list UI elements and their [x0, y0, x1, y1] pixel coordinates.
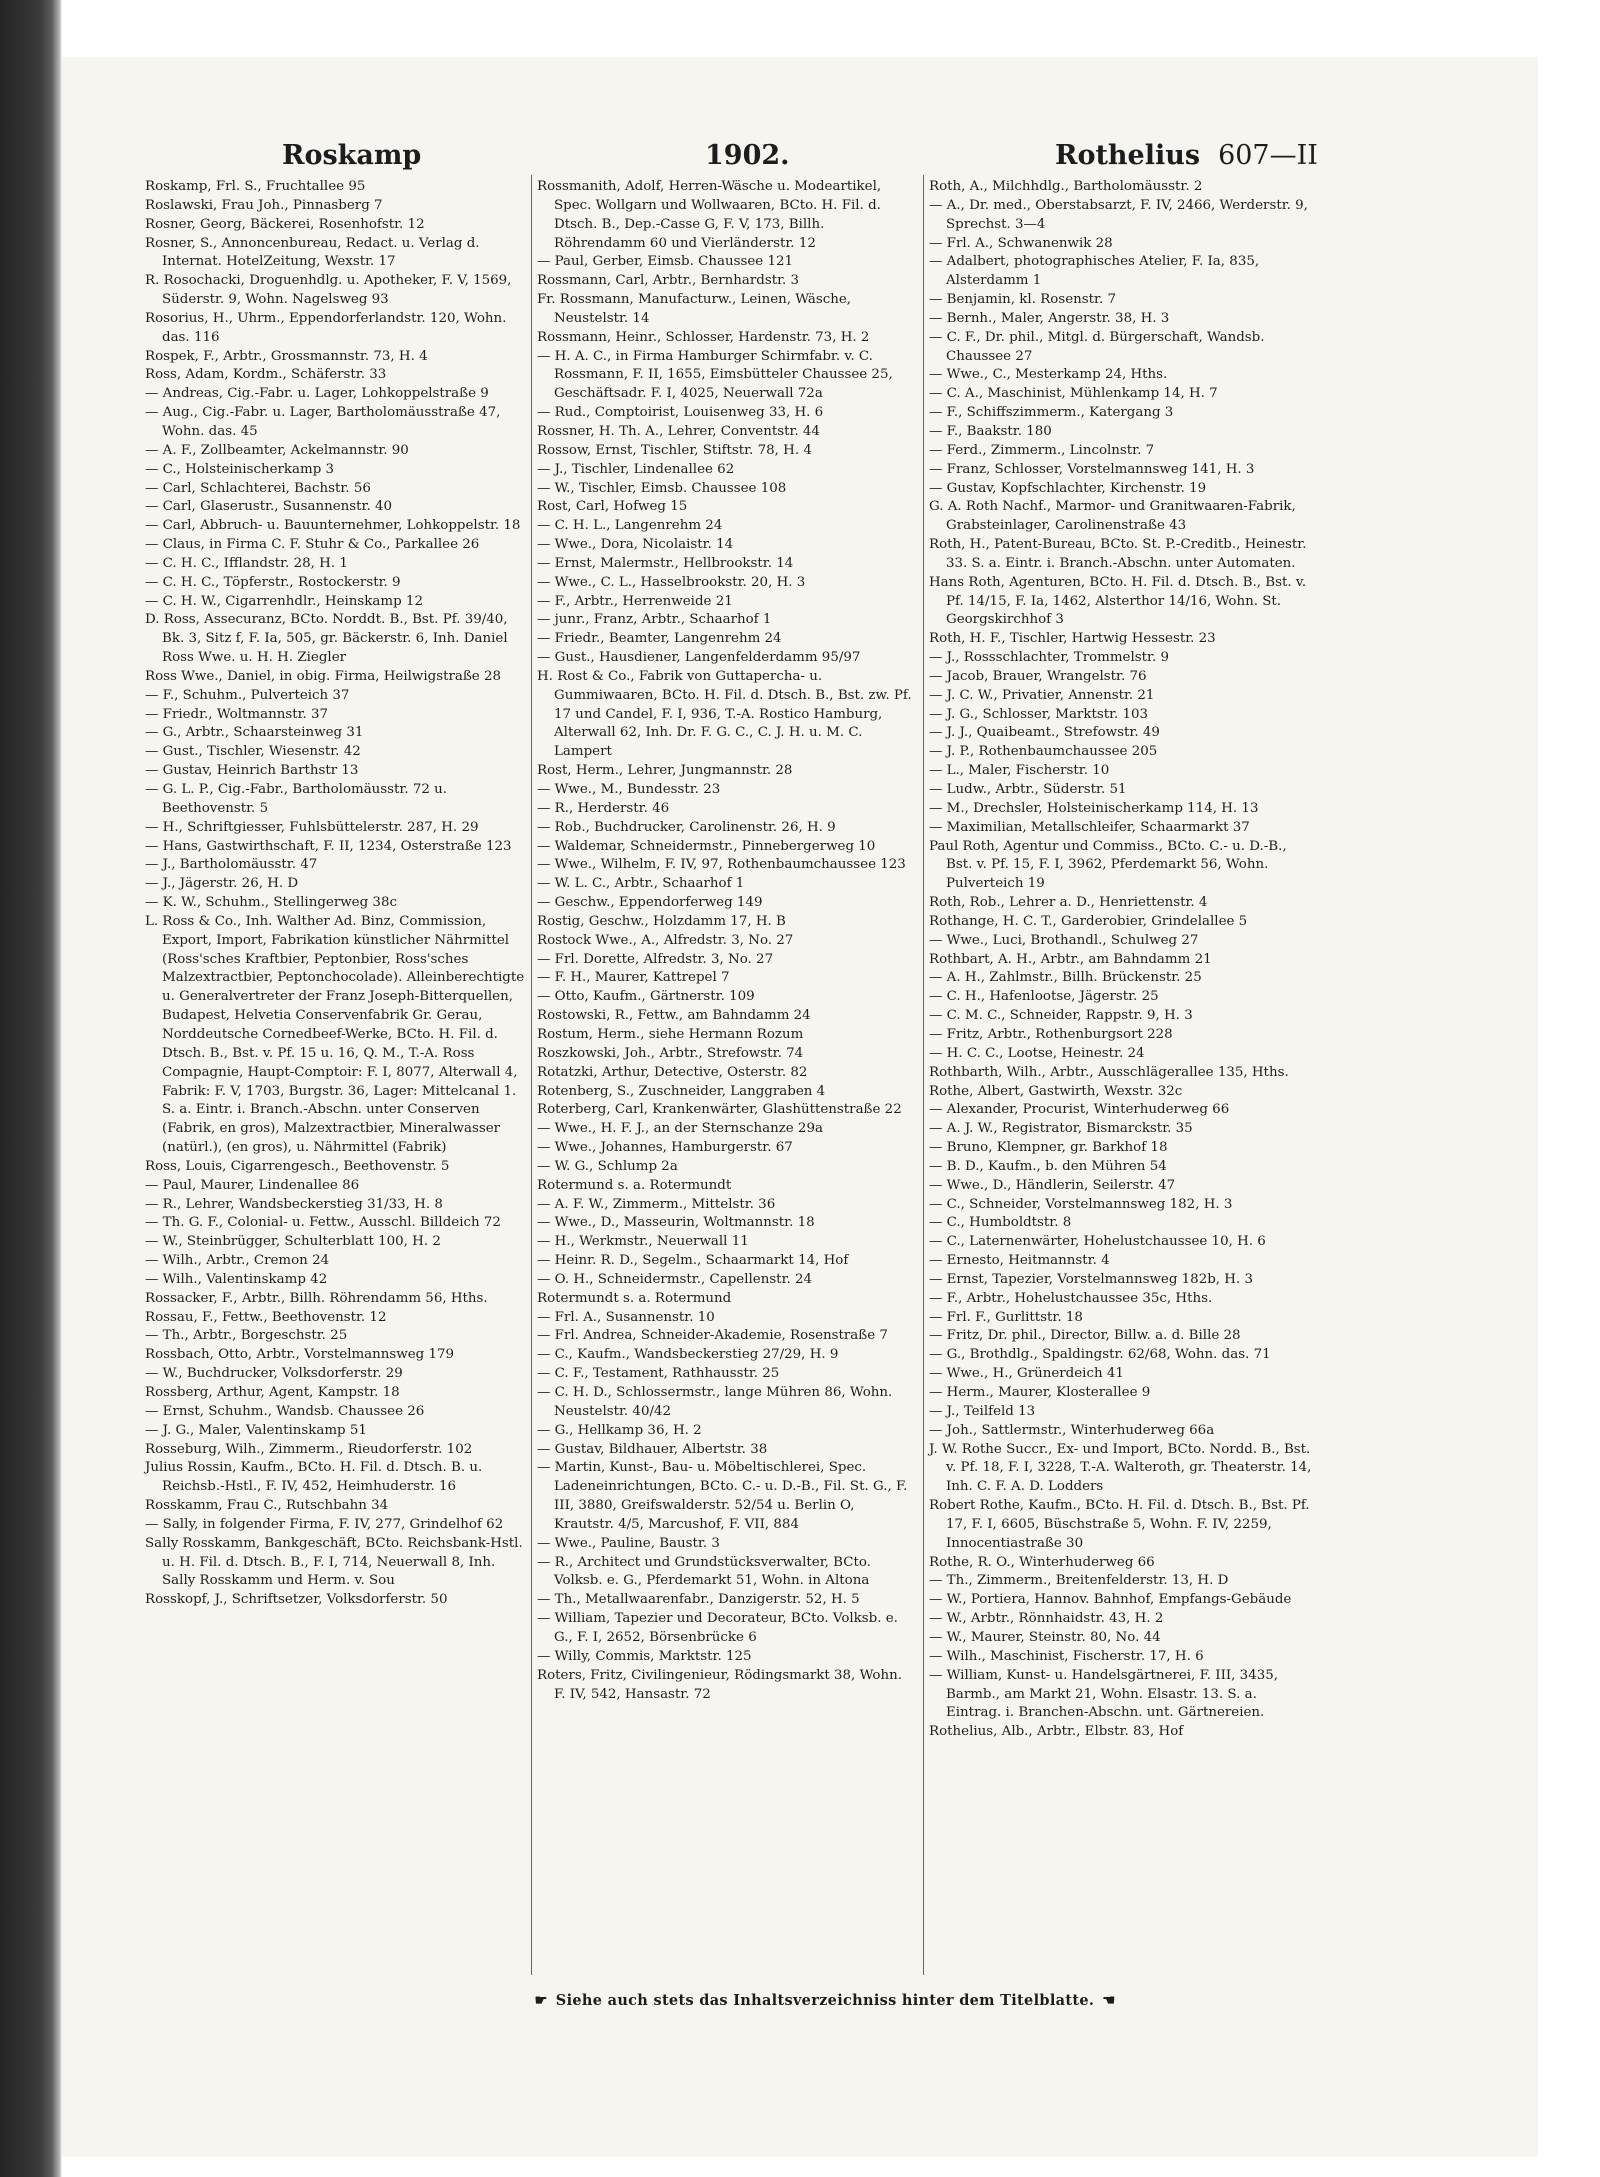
directory-entry: Rotatzki, Arthur, Detective, Osterstr. 82 — [537, 1064, 808, 1080]
directory-entry: — J. G., Maler, Valentinskamp 51 — [145, 1422, 367, 1438]
directory-entry: Rothe, Albert, Gastwirth, Wexstr. 32c — [929, 1083, 1183, 1099]
directory-entry: Sally Rosskamm, Bankgeschäft, BCto. Reichsbank-Hstl. u. H. Fil. d. Dtsch. B., F. I, 714, Neuerwall 8, Inh. Sally Rosskamm und Herm. v. Sou — [145, 1535, 523, 1589]
directory-entry: — Carl, Abbruch- u. Bauunternehmer, Lohkoppelstr. 18 — [145, 518, 521, 534]
directory-entry: — Wwe., Johannes, Hamburgerstr. 67 — [537, 1140, 793, 1156]
directory-entry: — W., Tischler, Eimsb. Chaussee 108 — [537, 480, 787, 496]
directory-entry: — G., Arbtr., Schaarsteinweg 31 — [145, 725, 364, 741]
directory-entry: — Wwe., M., Bundesstr. 23 — [537, 782, 721, 797]
directory-entry: — Gust., Hausdiener, Langenfelderdamm 95/97 — [537, 650, 861, 666]
directory-entry: Fr. Rossmann, Manufacturw., Leinen, Wäsche, Neustelstr. 14 — [537, 292, 852, 326]
directory-entry: Rotenberg, S., Zuschneider, Langgraben 4 — [537, 1083, 826, 1099]
directory-entry: — R., Herderstr. 46 — [537, 800, 670, 816]
directory-entry: — Wwe., Pauline, Baustr. 3 — [537, 1535, 720, 1551]
directory-entry: — F., Schuhm., Pulverteich 37 — [145, 687, 350, 703]
directory-entry: R. Rosochacki, Droguenhdlg. u. Apotheker, F. V, 1569, Süderstr. 9, Wohn. Nagelsweg 93 — [145, 273, 512, 308]
page-number: 607—II — [1218, 140, 1318, 171]
directory-entry: — Rud., Comptoirist, Louisenweg 33, H. 6 — [537, 405, 824, 421]
directory-entry: — Gust., Tischler, Wiesenstr. 42 — [145, 744, 361, 760]
directory-entry: Roterberg, Carl, Krankenwärter, Glashüttenstraße 22 — [537, 1102, 902, 1118]
directory-entry: Rothange, H. C. T., Garderobier, Grindelallee 5 — [929, 913, 1248, 929]
directory-entry: — W., Arbtr., Rönnhaidstr. 43, H. 2 — [929, 1611, 1164, 1627]
directory-entry: — Maximilian, Metallschleifer, Schaarmarkt 37 — [929, 819, 1250, 835]
directory-entry: — H., Werkmstr., Neuerwall 11 — [537, 1234, 749, 1250]
directory-entry: — G. L. P., Cig.-Fabr., Bartholomäusstr. 72 u. Beethovenstr. 5 — [145, 782, 448, 816]
directory-entry: — A. J. W., Registrator, Bismarckstr. 35 — [929, 1121, 1193, 1137]
directory-entry: — Th., Arbtr., Borgeschstr. 25 — [145, 1328, 348, 1344]
directory-entry: — C. H. C., Ifflandstr. 28, H. 1 — [145, 555, 348, 571]
directory-entry: — G., Brothdlg., Spaldingstr. 62/68, Wohn. das. 71 — [929, 1347, 1271, 1363]
directory-entry: Rossbach, Otto, Arbtr., Vorstelmannsweg 179 — [145, 1347, 455, 1363]
directory-entry: D. Ross, Assecuranz, BCto. Norddt. B., Bst. Pf. 39/40, Bk. 3, Sitz f, F. Ia, 505, gr. Bäckerstr. 6, Inh. Daniel Ross Wwe. u. H. H. Ziegler — [145, 612, 508, 666]
header-right — [1055, 140, 1385, 176]
directory-entry: — C. A., Maschinist, Mühlenkamp 14, H. 7 — [929, 386, 1218, 402]
directory-entry: — K. W., Schuhm., Stellingerweg 38c — [145, 895, 397, 911]
header-year: 1902. — [705, 140, 790, 171]
directory-entry: — Bruno, Klempner, gr. Barkhof 18 — [929, 1140, 1168, 1156]
directory-entry: — Paul, Maurer, Lindenallee 86 — [145, 1177, 360, 1193]
directory-entry: — W., Maurer, Steinstr. 80, No. 44 — [929, 1629, 1161, 1645]
directory-entry: — G., Hellkamp 36, H. 2 — [537, 1422, 702, 1438]
directory-entry: — W., Steinbrügger, Schulterblatt 100, H. 2 — [145, 1234, 441, 1250]
directory-entry: — R., Architect und Grundstücksverwalter, BCto. Volksb. e. G., Pferdemarkt 51, Wohn. in Altona — [537, 1554, 871, 1589]
directory-entry: — C., Kaufm., Wandsbeckerstieg 27/29, H. 9 — [537, 1347, 839, 1363]
directory-entry: — Ernesto, Heitmannstr. 4 — [929, 1253, 1110, 1269]
directory-entry: — Wwe., C. L., Hasselbrookstr. 20, H. 3 — [537, 574, 806, 590]
directory-entry: Robert Rothe, Kaufm., BCto. H. Fil. d. Dtsch. B., Bst. Pf. 17, F. I, 6605, Büschstraße 5, Wohn. F. IV, 2259, Innocentiastraße 30 — [929, 1498, 1310, 1551]
directory-entry: — Th. G. F., Colonial- u. Fettw., Ausschl. Billdeich 72 — [145, 1215, 501, 1231]
header-right-keyword: Rothelius — [1055, 140, 1201, 171]
directory-entry: — Frl. A., Susannenstr. 10 — [537, 1309, 715, 1325]
directory-entry: Ross, Adam, Kordm., Schäferstr. 33 — [145, 367, 387, 383]
directory-entry: — Gustav, Heinrich Barthstr 13 — [145, 763, 359, 779]
directory-entry: — Wwe., D., Händlerin, Seilerstr. 47 — [929, 1177, 1176, 1193]
directory-entry: — Frl. Dorette, Alfredstr. 3, No. 27 — [537, 951, 774, 967]
directory-entry: — Hans, Gastwirthschaft, F. II, 1234, Osterstraße 123 — [145, 838, 512, 854]
directory-entry: — C. F., Testament, Rathhausstr. 25 — [537, 1366, 780, 1382]
directory-entry: — Wwe., Wilhelm, F. IV, 97, Rothenbaumchaussee 123 — [537, 857, 906, 873]
directory-entry: Rossmann, Heinr., Schlosser, Hardenstr. 73, H. 2 — [537, 329, 870, 345]
directory-entry: — A. F. W., Zimmerm., Mittelstr. 36 — [537, 1196, 776, 1212]
directory-entry: — C., Holsteinischerkamp 3 — [145, 461, 335, 477]
column-2 — [537, 178, 917, 1704]
directory-entry: H. Rost & Co., Fabrik von Guttapercha- u. Gummiwaaren, BCto. H. Fil. d. Dtsch. B., Bst. zw. Pf. 17 und Candel, F. I, 936, T.-A. Rostico Hamburg, Alterwall 62, Inh. Dr. F. G. C., C. J. H. u. M. C. Lampert — [537, 668, 912, 760]
directory-entry: Julius Rossin, Kaufm., BCto. H. Fil. d. Dtsch. B. u. Reichsb.-Hstl., F. IV, 452, Heimhuderstr. 16 — [145, 1460, 483, 1495]
directory-entry: — Joh., Sattlermstr., Winterhuderweg 66a — [929, 1422, 1215, 1438]
directory-entry: — Wwe., Luci, Brothandl., Schulweg 27 — [929, 932, 1199, 948]
directory-entry: — Wwe., Dora, Nicolaistr. 14 — [537, 537, 734, 553]
directory-entry: — Carl, Glaserustr., Susannenstr. 40 — [145, 499, 392, 515]
directory-entry: Rotermund s. a. Rotermundt — [537, 1177, 732, 1193]
directory-entry: — F., Arbtr., Hohelustchaussee 35c, Hths. — [929, 1290, 1213, 1306]
directory-entry: Rosorius, H., Uhrm., Eppendorferlandstr. 120, Wohn. das. 116 — [145, 310, 507, 345]
directory-entry: Rostum, Herm., siehe Hermann Rozum — [537, 1026, 804, 1042]
directory-entry: — Fritz, Arbtr., Rothenburgsort 228 — [929, 1026, 1173, 1042]
directory-entry: — Frl. Andrea, Schneider-Akademie, Rosenstraße 7 — [537, 1328, 888, 1344]
directory-entry: — F., Arbtr., Herrenweide 21 — [537, 593, 733, 609]
directory-entry: — L., Maler, Fischerstr. 10 — [929, 763, 1110, 779]
directory-entry: — Otto, Kaufm., Gärtnerstr. 109 — [537, 989, 755, 1005]
directory-entry: — Benjamin, kl. Rosenstr. 7 — [929, 292, 1116, 308]
directory-entry: — Willy, Commis, Marktstr. 125 — [537, 1648, 752, 1664]
directory-entry: — Waldemar, Schneidermstr., Pinnebergerweg 10 — [537, 838, 876, 854]
directory-entry: — Adalbert, photographisches Atelier, F. Ia, 835, Alsterdamm 1 — [929, 254, 1260, 289]
directory-entry: — J., Jägerstr. 26, H. D — [145, 876, 299, 892]
directory-entry: — H. A. C., in Firma Hamburger Schirmfabr. v. C. Rossmann, F. II, 1655, Eimsbütteler Chaussee 25, Geschäftsadr. F. I, 4025, Neuerwall 72a — [537, 348, 893, 402]
directory-entry: — A. H., Zahlmstr., Billh. Brückenstr. 25 — [929, 970, 1202, 986]
directory-entry: — Wilh., Maschinist, Fischerstr. 17, H. 6 — [929, 1648, 1204, 1664]
directory-entry: — Fritz, Dr. phil., Director, Billw. a. d. Bille 28 — [929, 1328, 1241, 1344]
directory-entry: — C. H. D., Schlossermstr., lange Mühren 86, Wohn. Neustelstr. 40/42 — [537, 1385, 893, 1419]
directory-entry: — R., Lehrer, Wandsbeckerstieg 31/33, H. 8 — [145, 1196, 443, 1212]
directory-entry: Ross Wwe., Daniel, in obig. Firma, Heilwigstraße 28 — [145, 668, 502, 684]
directory-entry: — C. F., Dr. phil., Mitgl. d. Bürgerschaft, Wandsb. Chaussee 27 — [929, 329, 1265, 364]
directory-entry: — Frl. A., Schwanenwik 28 — [929, 235, 1113, 251]
directory-entry: — Friedr., Woltmannstr. 37 — [145, 706, 329, 722]
directory-entry: — Wwe., H. F. J., an der Sternschanze 29a — [537, 1121, 823, 1137]
directory-entry: Roth, H. F., Tischler, Hartwig Hessestr. 23 — [929, 631, 1216, 647]
directory-entry: Ross, Louis, Cigarrengesch., Beethovenstr. 5 — [145, 1158, 450, 1174]
directory-entry: — J. J., Quaibeamt., Strefowstr. 49 — [929, 725, 1160, 741]
directory-entry: — C., Laternenwärter, Hohelustchaussee 10, H. 6 — [929, 1234, 1266, 1250]
directory-entry: Paul Roth, Agentur und Commiss., BCto. C.- u. D.-B., Bst. v. Pf. 15, F. I, 3962, Pferdemarkt 56, Wohn. Pulverteich 19 — [929, 838, 1287, 892]
directory-entry: Roskamp, Frl. S., Fruchtallee 95 — [145, 179, 366, 194]
directory-entry: — J. C. W., Privatier, Annenstr. 21 — [929, 687, 1155, 703]
column-divider — [923, 175, 924, 1975]
directory-entry: — Wilh., Valentinskamp 42 — [145, 1271, 328, 1287]
directory-entry: — William, Kunst- u. Handelsgärtnerei, F. III, 3435, Barmb., am Markt 21, Wohn. Elsastr. 13. S. a. Eintrag. i. Branchen-Abschn. unt. Gärtnereien. — [929, 1667, 1279, 1721]
directory-entry: — Claus, in Firma C. F. Stuhr & Co., Parkallee 26 — [145, 537, 480, 553]
directory-entry: Rossow, Ernst, Tischler, Stiftstr. 78, H. 4 — [537, 442, 812, 458]
directory-entry: — Ernst, Schuhm., Wandsb. Chaussee 26 — [145, 1403, 425, 1419]
directory-entry: Hans Roth, Agenturen, BCto. H. Fil. d. Dtsch. B., Bst. v. Pf. 14/15, F. Ia, 1462, Alsterthor 14/16, Wohn. St. Georgskirchhof 3 — [929, 574, 1307, 628]
directory-entry: — A., Dr. med., Oberstabsarzt, F. IV, 2466, Werderstr. 9, Sprechst. 3—4 — [929, 197, 1308, 232]
directory-entry: Rosner, Georg, Bäckerei, Rosenhofstr. 12 — [145, 216, 425, 232]
directory-entry: — Aug., Cig.-Fabr. u. Lager, Bartholomäusstraße 47, Wohn. das. 45 — [145, 405, 501, 439]
directory-entry: L. Ross & Co., Inh. Walther Ad. Binz, Commission, Export, Import, Fabrikation künstlicher Nährmittel (Ross'sches Kraftbier, Peptonbier, Ross'sches Malzextractbier, Peptonchocolade). Alleinberechtigte u. Generalvertreter der Franz Joseph-Bitterquellen, Budapest, Helvetia Conservenfabrik Gr. Gerau, Norddeutsche Cornedbeef-Werke, BCto. H. Fil. d. Dtsch. B., Bst. v. Pf. 15 u. 16, Q. M., T.-A. Ross Compagnie, Haupt-Comptoir: F. I, 8077, Alterwall 4, Fabrik: F. V, 1703, Burgstr. 36, Lager: Mittelcanal 1. S. a. Eintr. i. Branch.-Abschn. unter Conserven (Fabrik, en gros), Malzextractbier, Mineralwasser (natürl.), (en gros), u. Nährmittel (Fabrik) — [145, 913, 525, 1156]
directory-entry: — Th., Metallwaarenfabr., Danzigerstr. 52, H. 5 — [537, 1592, 860, 1608]
directory-entry: — C. H. L., Langenrehm 24 — [537, 518, 723, 534]
directory-entry: — J., Bartholomäusstr. 47 — [145, 857, 318, 873]
directory-entry: — Jacob, Brauer, Wrangelstr. 76 — [929, 668, 1147, 684]
directory-entry: — C., Schneider, Vorstelmannsweg 182, H. 3 — [929, 1196, 1233, 1212]
directory-entry: — F., Schiffszimmerm., Katergang 3 — [929, 405, 1174, 421]
column-3 — [929, 178, 1316, 1742]
directory-entry: — Rob., Buchdrucker, Carolinenstr. 26, H. 9 — [537, 819, 836, 835]
header-left-keyword: Roskamp — [282, 140, 422, 171]
directory-entry: Rothelius, Alb., Arbtr., Elbstr. 83, Hof — [929, 1724, 1184, 1740]
directory-entry: — J. G., Schlosser, Marktstr. 103 — [929, 706, 1149, 722]
directory-entry: — C. H. C., Töpferstr., Rostockerstr. 9 — [145, 574, 401, 590]
directory-entry: Rossacker, F., Arbtr., Billh. Röhrendamm 56, Hths. — [145, 1290, 488, 1306]
directory-entry: — H. C. C., Lootse, Heinestr. 24 — [929, 1045, 1145, 1061]
directory-entry: — Paul, Gerber, Eimsb. Chaussee 121 — [537, 254, 794, 270]
directory-entry: — Wwe., D., Masseurin, Woltmannstr. 18 — [537, 1215, 815, 1231]
directory-entry: — J., Tischler, Lindenallee 62 — [537, 461, 735, 477]
pointing-hand-left-icon: ☚ — [1102, 1992, 1116, 2009]
directory-entry: — C. H., Hafenlootse, Jägerstr. 25 — [929, 989, 1159, 1005]
directory-entry: — Martin, Kunst-, Bau- u. Möbeltischlerei, Spec. Ladeneinrichtungen, BCto. C.- u. D.-B., Fil. St. G., F. III, 3880, Greifswalderstr. 52/54 u. Berlin O, Krautstr. 4/5, Marcushof, F. VII, 884 — [537, 1460, 908, 1532]
directory-entry: Rostig, Geschw., Holzdamm 17, H. B — [537, 913, 786, 929]
directory-entry: — Wilh., Arbtr., Cremon 24 — [145, 1253, 330, 1269]
book-binding-edge — [0, 0, 62, 2177]
directory-entry: — O. H., Schneidermstr., Capellenstr. 24 — [537, 1271, 813, 1287]
directory-entry: Rosskamm, Frau C., Rutschbahn 34 — [145, 1498, 389, 1514]
directory-entry: — Gustav, Bildhauer, Albertstr. 38 — [537, 1441, 768, 1457]
directory-entry: — W., Portiera, Hannov. Bahnhof, Empfangs-Gebäude — [929, 1592, 1292, 1608]
directory-entry: — Carl, Schlachterei, Bachstr. 56 — [145, 480, 371, 496]
directory-entry: Roslawski, Frau Joh., Pinnasberg 7 — [145, 197, 383, 213]
directory-entry: Rossner, H. Th. A., Lehrer, Conventstr. 44 — [537, 423, 820, 439]
directory-entry: — William, Tapezier und Decorateur, BCto. Volksb. e. G., F. I, 2652, Börsenbrücke 6 — [537, 1611, 898, 1645]
directory-entry: — Bernh., Maler, Angerstr. 38, H. 3 — [929, 310, 1170, 326]
directory-entry: G. A. Roth Nachf., Marmor- und Granitwaaren-Fabrik, Grabsteinlager, Carolinenstraße 43 — [929, 499, 1296, 534]
directory-entry: — Ludw., Arbtr., Süderstr. 51 — [929, 782, 1127, 797]
directory-entry: Rost, Herm., Lehrer, Jungmannstr. 28 — [537, 763, 793, 779]
column-1 — [145, 178, 525, 1610]
directory-entry: — Th., Zimmerm., Breitenfelderstr. 13, H. D — [929, 1573, 1229, 1589]
directory-entry: — J., Teilfeld 13 — [929, 1403, 1036, 1419]
footer-text: Siehe auch stets das Inhaltsverzeichniss hinter dem Titelblatte. — [555, 1992, 1095, 2009]
directory-entry: — Sally, in folgender Firma, F. IV, 277, Grindelhof 62 — [145, 1516, 504, 1532]
directory-entry: Roth, Rob., Lehrer a. D., Henriettenstr. 4 — [929, 895, 1208, 911]
pointing-hand-icon: ☛ — [534, 1992, 548, 2009]
directory-entry: Rostock Wwe., A., Alfredstr. 3, No. 27 — [537, 932, 794, 948]
directory-entry: — W. G., Schlump 2a — [537, 1158, 678, 1174]
directory-entry: — C., Humboldtstr. 8 — [929, 1215, 1072, 1231]
directory-entry: — Geschw., Eppendorferweg 149 — [537, 895, 763, 911]
directory-entry: — Ferd., Zimmerm., Lincolnstr. 7 — [929, 442, 1155, 458]
directory-entry: — W. L. C., Arbtr., Schaarhof 1 — [537, 876, 745, 892]
directory-entry: — Ernst, Malermstr., Hellbrookstr. 14 — [537, 555, 794, 571]
directory-entry: Rotermundt s. a. Rotermund — [537, 1290, 732, 1306]
directory-entry: — J. P., Rothenbaumchaussee 205 — [929, 744, 1158, 760]
directory-entry: — Herm., Maurer, Klosterallee 9 — [929, 1385, 1151, 1400]
directory-entry: — Alexander, Procurist, Winterhuderweg 66 — [929, 1102, 1230, 1118]
directory-entry: Rossmann, Carl, Arbtr., Bernhardstr. 3 — [537, 273, 800, 289]
directory-entry: — Andreas, Cig.-Fabr. u. Lager, Lohkoppelstraße 9 — [145, 386, 489, 402]
directory-entry: Rothbarth, Wilh., Arbtr., Ausschlägerallee 135, Hths. — [929, 1064, 1289, 1080]
directory-entry: — Frl. F., Gurlittstr. 18 — [929, 1309, 1083, 1325]
directory-entry: — Gustav, Kopfschlachter, Kirchenstr. 19 — [929, 480, 1207, 496]
directory-entry: — B. D., Kaufm., b. den Mühren 54 — [929, 1158, 1167, 1174]
directory-entry: Rospek, F., Arbtr., Grossmannstr. 73, H. 4 — [145, 348, 428, 364]
directory-entry: — W., Buchdrucker, Volksdorferstr. 29 — [145, 1366, 403, 1382]
footer-note — [395, 1992, 1255, 2009]
directory-entry: Roth, A., Milchhdlg., Bartholomäusstr. 2 — [929, 179, 1203, 194]
directory-entry: — Wwe., C., Mesterkamp 24, Hths. — [929, 367, 1168, 383]
directory-entry: Rossau, F., Fettw., Beethovenstr. 12 — [145, 1309, 387, 1325]
directory-entry: — Heinr. R. D., Segelm., Schaarmarkt 14, Hof — [537, 1253, 849, 1269]
column-divider — [531, 175, 532, 1975]
directory-entry: — A. F., Zollbeamter, Ackelmannstr. 90 — [145, 442, 409, 458]
directory-entry: Rosskopf, J., Schriftsetzer, Volksdorferstr. 50 — [145, 1592, 448, 1608]
directory-entry: Rosner, S., Annoncenbureau, Redact. u. Verlag d. Internat. HotelZeitung, Wexstr. 17 — [145, 235, 480, 270]
directory-entry: — J., Rossschlachter, Trommelstr. 9 — [929, 650, 1169, 666]
directory-entry: J. W. Rothe Succr., Ex- und Import, BCto. Nordd. B., Bst. v. Pf. 18, F. I, 3228, T.-A. Walteroth, gr. Theaterstr. 14, Inh. C. F. A. D. Lodders — [929, 1441, 1312, 1495]
directory-entry: — junr., Franz, Arbtr., Schaarhof 1 — [537, 612, 772, 628]
directory-entry: Rothbart, A. H., Arbtr., am Bahndamm 21 — [929, 951, 1212, 967]
directory-entry: — F., Baakstr. 180 — [929, 423, 1052, 439]
directory-entry: Rosseburg, Wilh., Zimmerm., Rieudorferstr. 102 — [145, 1441, 473, 1457]
directory-entry: — Ernst, Tapezier, Vorstelmannsweg 182b, H. 3 — [929, 1271, 1254, 1287]
directory-entry: — H., Schriftgiesser, Fuhlsbüttelerstr. 287, H. 29 — [145, 819, 479, 835]
directory-entry: — M., Drechsler, Holsteinischerkamp 114, H. 13 — [929, 800, 1259, 816]
directory-entry: Rossmanith, Adolf, Herren-Wäsche u. Modeartikel, Spec. Wollgarn und Wollwaaren, BCto. H. Fil. d. Dtsch. B., Dep.-Casse G, F. V, 173, Billh. Röhrendamm 60 und Vierländerstr. 12 — [537, 179, 882, 251]
directory-entry: — Franz, Schlosser, Vorstelmannsweg 141, H. 3 — [929, 461, 1255, 477]
directory-entry: Roters, Fritz, Civilingenieur, Rödingsmarkt 38, Wohn. F. IV, 542, Hansastr. 72 — [537, 1667, 902, 1702]
directory-entry: — C. M. C., Schneider, Rappstr. 9, H. 3 — [929, 1008, 1193, 1024]
directory-entry: — F. H., Maurer, Kattrepel 7 — [537, 970, 730, 986]
directory-entry: Rost, Carl, Hofweg 15 — [537, 499, 688, 515]
directory-entry: Rostowski, R., Fettw., am Bahndamm 24 — [537, 1008, 811, 1024]
directory-entry: Rossberg, Arthur, Agent, Kampstr. 18 — [145, 1385, 400, 1400]
directory-entry: — C. H. W., Cigarrenhdlr., Heinskamp 12 — [145, 593, 423, 609]
directory-entry: — Friedr., Beamter, Langenrehm 24 — [537, 631, 782, 647]
directory-entry: — Wwe., H., Grünerdeich 41 — [929, 1366, 1124, 1382]
directory-entry: Roth, H., Patent-Bureau, BCto. St. P.-Creditb., Heinestr. 33. S. a. Eintr. i. Branch.-Abschn. unter Automaten. — [929, 537, 1307, 571]
directory-entry: Rothe, R. O., Winterhuderweg 66 — [929, 1554, 1155, 1570]
directory-entry: Roszkowski, Joh., Arbtr., Strefowstr. 74 — [537, 1045, 804, 1061]
